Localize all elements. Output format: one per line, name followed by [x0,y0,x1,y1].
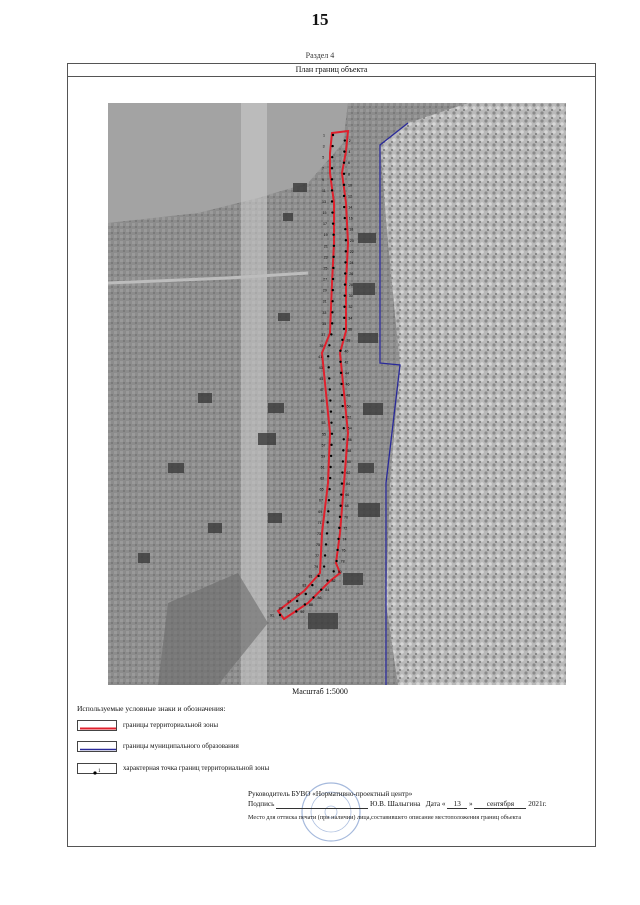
boundary-point-label: 46 [345,382,350,387]
boundary-point [296,600,298,602]
boundary-point-label: 19 [323,233,328,238]
point-sample-label: 1 [98,769,101,774]
boundary-point [344,139,346,141]
signer-name: Ю.В. Шалыгина [370,800,421,808]
boundary-point-label: 8 [348,172,350,177]
boundary-point-label: 52 [347,415,352,420]
boundary-point [287,607,289,609]
boundary-point-label: 9 [322,177,324,182]
boundary-point-label: 65 [319,487,324,492]
signature-role: Руководитель БУВО «Нормативно-проектный центр» [248,790,413,798]
boundary-point [344,217,346,219]
boundary-point [330,455,332,457]
boundary-point [343,173,345,175]
boundary-point [331,322,333,324]
boundary-point [327,355,329,357]
boundary-point [330,333,332,335]
boundary-point [344,261,346,263]
boundary-point [342,416,344,418]
boundary-point [341,394,343,396]
boundary-point [343,306,345,308]
sign-label: Подпись [248,800,275,808]
boundary-point-label: 17 [323,222,328,227]
boundary-point-label: 67 [318,498,323,503]
boundary-point [343,195,345,197]
boundary-point-label: 63 [320,476,325,481]
boundary-point-label: 35 [322,321,327,326]
boundary-point [343,150,345,152]
boundary-point [328,499,330,501]
boundary-point [328,377,330,379]
boundary-point-label: 3 [322,144,325,149]
boundary-point-label: 12 [348,194,352,199]
boundary-point-label: 36 [348,327,353,332]
boundary-point-label: 86 [317,595,322,600]
boundary-point-label: 66 [345,493,350,498]
boundary-point-label: 26 [349,271,354,276]
boundary-point-label: 79 [314,565,319,570]
boundary-point-label: 6 [348,161,351,166]
boundary-point-label: 29 [322,288,327,293]
boundary-point [342,460,344,462]
date-year: 2021г. [528,800,547,808]
boundary-point-label: 82 [331,579,336,584]
boundary-point-label: 61 [320,465,325,470]
boundary-point-label: 75 [316,542,321,547]
boundary-point-label: 24 [349,260,354,265]
boundary-point [295,610,297,612]
boundary-point-label: 2 [348,139,351,144]
legend-label: характерная точка границ территориальной зоны [123,764,270,772]
boundary-point [325,543,327,545]
boundary-point-label: 22 [349,249,354,254]
boundary-point [304,603,306,605]
boundary-point [328,366,330,368]
signature-line: Подпись Ю.В. Шалыгина Дата « 13 » сентября 2021г. [248,800,547,808]
boundary-point-label: 38 [346,338,351,343]
boundary-point [341,471,343,473]
boundary-point [345,239,347,241]
boundary-point [331,189,333,191]
boundary-point [341,482,343,484]
boundary-point [344,228,346,230]
boundary-point-label: 20 [349,238,354,243]
boundary-point [343,427,345,429]
boundary-point [331,167,333,169]
boundary-point [333,245,335,247]
satellite-map [108,103,566,685]
boundary-point-label: 1 [323,133,325,138]
boundary-point [332,267,334,269]
boundary-point-label: 85 [295,592,300,597]
boundary-point [330,444,332,446]
boundary-point-label: 28 [348,283,353,288]
boundary-point-label: 16 [348,216,353,221]
boundary-point-label: 43 [318,365,323,370]
boundary-point-label: 91 [270,613,274,618]
boundary-point [343,206,345,208]
boundary-point [339,505,341,507]
boundary-point-label: 30 [348,294,353,299]
boundary-point [331,300,333,302]
boundary-point [344,294,346,296]
boundary-point [331,200,333,202]
boundary-point-label: 50 [346,404,351,409]
boundary-point [332,222,334,224]
boundary-point [330,421,332,423]
boundary-point-label: 44 [344,371,349,376]
boundary-point-label: 5 [322,155,325,160]
boundary-point-label: 89 [278,606,283,611]
boundary-point [332,289,334,291]
boundary-point-label: 78 [340,559,345,564]
boundary-point-label: 40 [344,349,349,354]
boundary-point-label: 14 [348,205,353,210]
boundary-point-label: 11 [322,188,326,193]
red-line-icon [77,720,117,731]
map-scale: Масштаб 1:5000 [292,687,348,696]
date-day: 13 [447,800,467,809]
boundary-point [324,554,326,556]
boundary-point-label: 62 [346,471,351,476]
boundary-point-label: 23 [323,255,328,260]
boundary-point-label: 34 [348,316,353,321]
boundary-point [317,575,319,577]
boundary-point [331,178,333,180]
boundary-point-label: 68 [344,504,349,509]
boundary-point [344,272,346,274]
boundary-point [326,579,328,581]
boundary-point [329,388,331,390]
boundary-point-label: 73 [316,531,321,536]
boundary-point [332,256,334,258]
boundary-point-label: 45 [319,376,324,381]
boundary-point [344,283,346,285]
boundary-point [331,156,333,158]
boundary-point-label: 32 [348,305,353,310]
date-month: сентября [474,800,526,809]
boundary-point-label: 4 [348,150,351,155]
boundary-point [329,466,331,468]
boundary-point [311,584,313,586]
boundary-point [339,350,341,352]
boundary-point [332,134,334,136]
boundary-point [343,438,345,440]
boundary-point-label: 47 [319,387,324,392]
boundary-point-label: 33 [322,310,327,315]
boundary-point-label: 15 [322,211,327,216]
boundary-point [331,211,333,213]
boundary-point-label: 42 [344,360,349,365]
boundary-point [340,493,342,495]
boundary-point-label: 87 [287,599,292,604]
plan-title: План границ объекта [67,63,596,77]
boundary-point [339,361,341,363]
boundary-point-label: 18 [349,227,354,232]
legend-label: границы территориальной зоны [123,721,219,729]
boundary-point [331,433,333,435]
boundary-point [328,488,330,490]
boundary-point [329,477,331,479]
boundary-point-label: 90 [300,609,305,614]
boundary-point [332,278,334,280]
boundary-point [330,410,332,412]
boundary-point [343,161,345,163]
boundary-point [343,317,345,319]
boundary-point [331,311,333,313]
boundary-point [326,521,328,523]
purple-line-icon [77,741,117,752]
boundary-point [336,549,338,551]
boundary-point [342,449,344,451]
boundary-point-label: 37 [321,332,326,337]
boundary-point-label: 60 [346,459,351,464]
boundary-point-label: 69 [318,509,323,514]
boundary-point-label: 70 [343,515,348,520]
boundary-point [337,538,339,540]
boundary-point-label: 59 [321,454,326,459]
boundary-point-label: 41 [318,354,323,359]
boundary-point [341,339,343,341]
boundary-point-label: 81 [308,574,313,579]
boundary-point [323,565,325,567]
boundary-point-label: 13 [322,199,326,204]
boundary-point [345,250,347,252]
boundary-point-label: 39 [319,343,324,348]
date-label: Дата « [425,800,446,808]
boundary-point [341,405,343,407]
boundary-point [340,383,342,385]
boundary-point [343,184,345,186]
boundary-point-label: 54 [347,426,352,431]
boundary-point [320,589,322,591]
boundary-point [329,399,331,401]
boundary-point-label: 58 [347,448,352,453]
boundary-point-label: 27 [323,277,328,282]
boundary-point-label: 57 [321,443,326,448]
signature-field [276,800,368,809]
map-svg [108,103,566,685]
boundary-point [338,527,340,529]
boundary-point-label: 51 [320,410,325,415]
boundary-point-label: 55 [321,432,326,437]
boundary-point-label: 56 [347,437,352,442]
stamp-note: Место для оттиска печати (при наличии) лица,составившего описание местоположения границ объекта [248,814,522,821]
boundary-point [305,593,307,595]
boundary-point-label: 21 [323,244,328,249]
boundary-point-label: 80 [337,569,342,574]
page-number: 15 [311,10,329,29]
boundary-point-label: 48 [346,393,351,398]
boundary-point [343,328,345,330]
boundary-point-label: 84 [325,588,330,593]
boundary-point [279,614,281,616]
boundary-point [332,234,334,236]
legend-label: границы муниципального образования [123,742,239,750]
boundary-point-label: 77 [315,554,320,559]
forest-area [380,103,566,685]
legend-title: Используемые условные знаки и обозначения: [77,704,226,713]
boundary-point-label: 10 [348,183,352,188]
boundary-point [328,344,330,346]
boundary-point [333,570,335,572]
boundary-point-label: 72 [343,526,348,531]
boundary-point [312,596,314,598]
boundary-point [335,560,337,562]
boundary-point [331,145,333,147]
boundary-point-label: 88 [308,602,313,607]
point-icon [77,763,117,774]
boundary-point-label: 74 [342,537,347,542]
boundary-point-label: 49 [320,399,325,404]
boundary-point-label: 7 [322,166,324,171]
section-heading: Раздел 4 [305,51,335,60]
boundary-point-label: 25 [323,266,328,271]
boundary-point [339,516,341,518]
boundary-point-label: 83 [302,583,307,588]
boundary-point-label: 76 [341,548,346,553]
boundary-point-label: 64 [345,482,350,487]
boundary-point [327,510,329,512]
boundary-point-label: 53 [321,421,326,426]
boundary-point-label: 31 [322,299,327,304]
boundary-point [340,372,342,374]
boundary-point-label: 71 [317,520,322,525]
boundary-point [326,532,328,534]
